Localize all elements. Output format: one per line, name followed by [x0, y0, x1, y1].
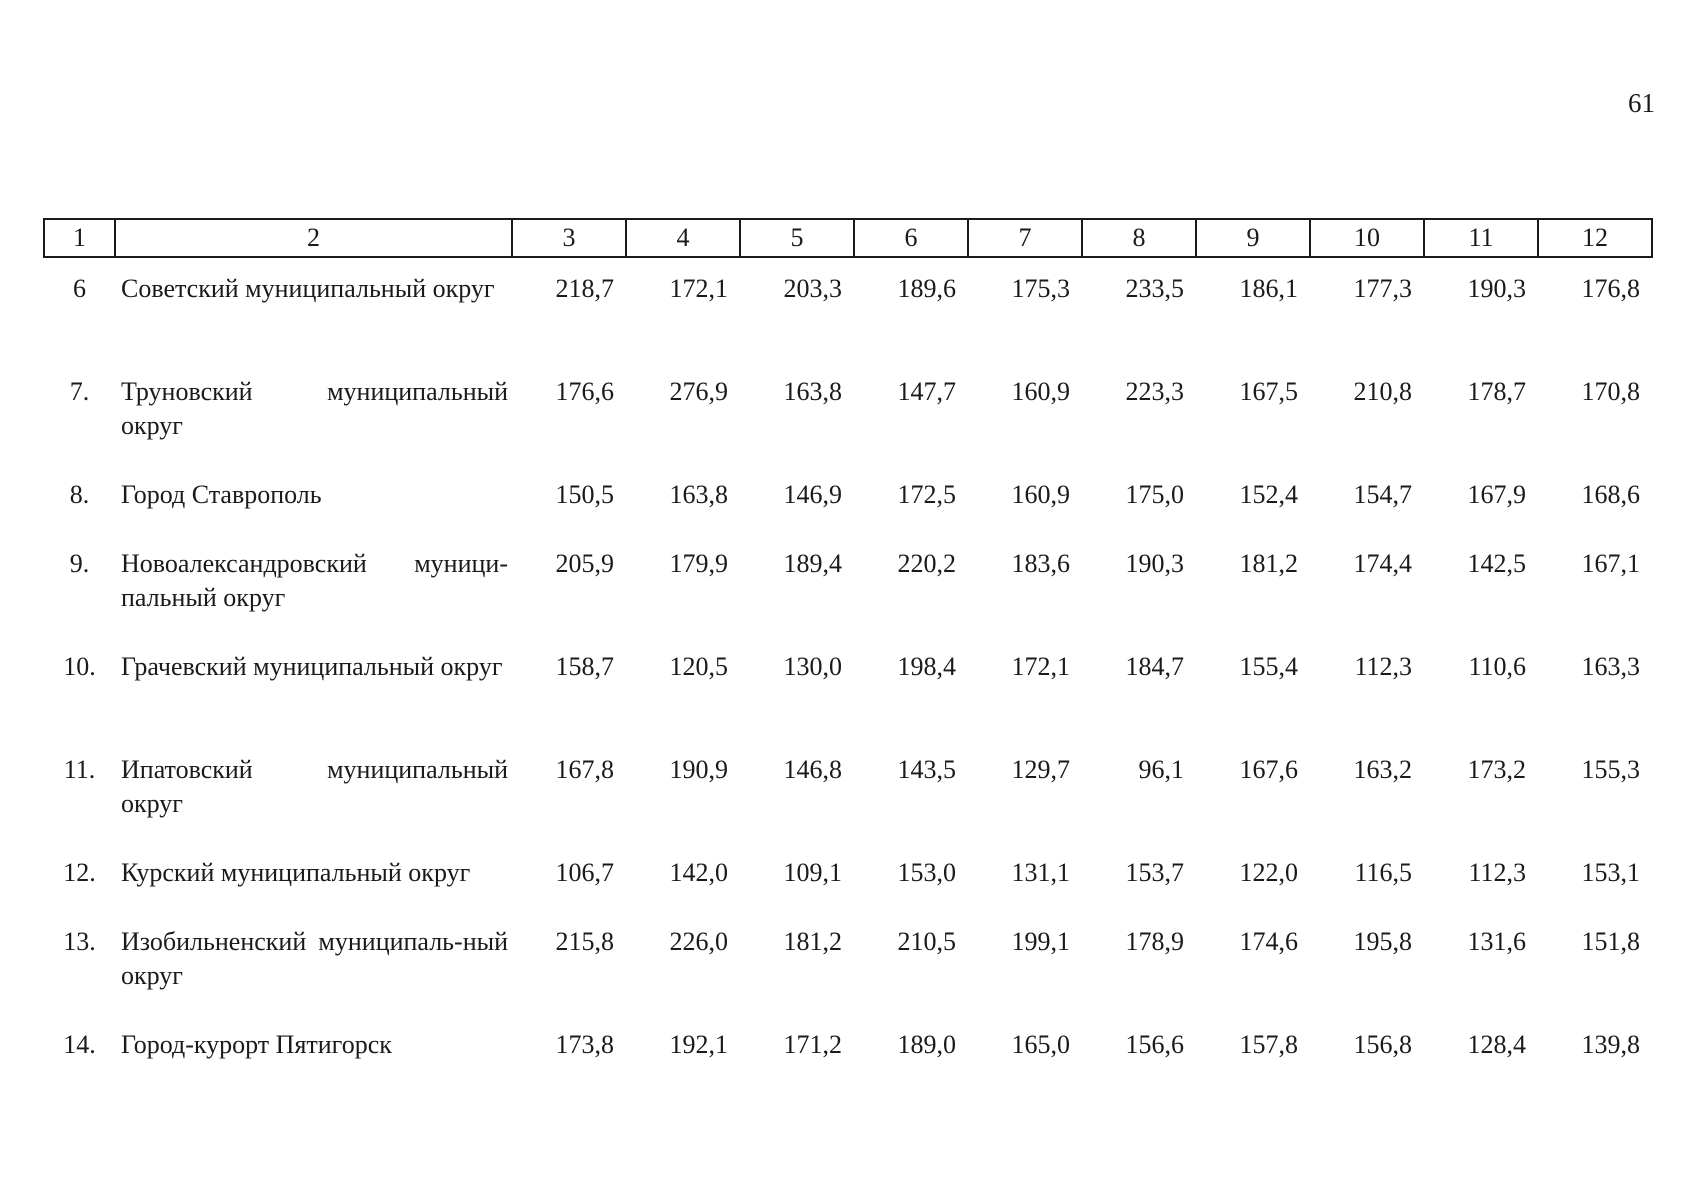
value-cell: 130,0 [783, 652, 842, 681]
value-cell: 183,6 [1011, 549, 1070, 578]
value-cell: 223,3 [1125, 377, 1184, 406]
value-cell: 181,2 [783, 927, 842, 956]
value-cell: 181,2 [1239, 549, 1298, 578]
value-cell: 178,9 [1125, 927, 1184, 956]
page-number: 61 [1628, 88, 1655, 118]
table-row [44, 547, 1652, 650]
value-cell: 190,3 [1125, 549, 1184, 578]
value-cell: 179,9 [669, 549, 728, 578]
municipality-name: Ипатовский муниципальный округ [121, 755, 508, 818]
value-cell: 116,5 [1354, 858, 1412, 887]
value-cell: 190,3 [1467, 274, 1526, 303]
municipality-name: Новоалександровский муници-пальный округ [121, 549, 508, 612]
value-cell: 170,8 [1581, 377, 1640, 406]
value-cell: 198,4 [897, 652, 956, 681]
row-number: 10. [63, 652, 96, 681]
value-cell: 184,7 [1125, 652, 1184, 681]
value-cell: 168,6 [1581, 480, 1640, 509]
value-cell: 110,6 [1468, 652, 1526, 681]
value-cell: 156,8 [1353, 1030, 1412, 1059]
header-row [44, 219, 1652, 257]
table-row [44, 753, 1652, 856]
table-row [44, 257, 1652, 375]
column-header: 2 [115, 219, 512, 257]
value-cell: 167,6 [1239, 755, 1298, 784]
value-cell: 160,9 [1011, 480, 1070, 509]
row-number: 6 [73, 274, 86, 303]
table-row [44, 650, 1652, 753]
value-cell: 215,8 [555, 927, 614, 956]
value-cell: 96,1 [1138, 755, 1184, 784]
data-table [43, 218, 1653, 1097]
value-cell: 167,1 [1581, 549, 1640, 578]
municipality-name: Изобильненский муниципаль-ный округ [121, 927, 508, 990]
municipality-name: Курский муниципальный округ [121, 858, 471, 887]
value-cell: 142,5 [1467, 549, 1526, 578]
table-header [44, 219, 1652, 257]
value-cell: 173,8 [555, 1030, 614, 1059]
value-cell: 160,9 [1011, 377, 1070, 406]
value-cell: 199,1 [1011, 927, 1070, 956]
value-cell: 139,8 [1581, 1030, 1640, 1059]
row-number: 9. [69, 549, 90, 578]
value-cell: 112,3 [1468, 858, 1526, 887]
value-cell: 157,8 [1239, 1030, 1298, 1059]
value-cell: 112,3 [1354, 652, 1412, 681]
row-number: 14. [63, 1030, 96, 1059]
column-header: 4 [626, 219, 740, 257]
value-cell: 176,8 [1581, 274, 1640, 303]
value-cell: 120,5 [669, 652, 728, 681]
table-row [44, 856, 1652, 925]
value-cell: 158,7 [555, 652, 614, 681]
value-cell: 152,4 [1239, 480, 1298, 509]
column-header: 11 [1424, 219, 1538, 257]
value-cell: 163,8 [783, 377, 842, 406]
value-cell: 109,1 [783, 858, 842, 887]
value-cell: 195,8 [1353, 927, 1412, 956]
table-row [44, 925, 1652, 1028]
value-cell: 203,3 [783, 274, 842, 303]
value-cell: 171,2 [783, 1030, 842, 1059]
value-cell: 210,8 [1353, 377, 1412, 406]
table-row [44, 478, 1652, 547]
value-cell: 189,6 [897, 274, 956, 303]
value-cell: 189,0 [897, 1030, 956, 1059]
table-body [44, 257, 1652, 1097]
value-cell: 155,4 [1239, 652, 1298, 681]
value-cell: 131,6 [1467, 927, 1526, 956]
value-cell: 146,9 [783, 480, 842, 509]
value-cell: 143,5 [897, 755, 956, 784]
column-header: 12 [1538, 219, 1652, 257]
value-cell: 163,8 [669, 480, 728, 509]
value-cell: 156,6 [1125, 1030, 1184, 1059]
value-cell: 128,4 [1467, 1030, 1526, 1059]
table-row [44, 1028, 1652, 1097]
value-cell: 174,4 [1353, 549, 1412, 578]
value-cell: 190,9 [669, 755, 728, 784]
column-header: 8 [1082, 219, 1196, 257]
value-cell: 146,8 [783, 755, 842, 784]
value-cell: 167,5 [1239, 377, 1298, 406]
value-cell: 176,6 [555, 377, 614, 406]
municipality-name: Советский муниципальный округ [121, 274, 495, 303]
value-cell: 189,4 [783, 549, 842, 578]
value-cell: 165,0 [1011, 1030, 1070, 1059]
value-cell: 153,7 [1125, 858, 1184, 887]
column-header: 5 [740, 219, 854, 257]
value-cell: 178,7 [1467, 377, 1526, 406]
value-cell: 172,1 [1011, 652, 1070, 681]
value-cell: 173,2 [1467, 755, 1526, 784]
value-cell: 172,5 [897, 480, 956, 509]
column-header: 1 [44, 219, 115, 257]
value-cell: 233,5 [1125, 274, 1184, 303]
value-cell: 167,9 [1467, 480, 1526, 509]
value-cell: 192,1 [669, 1030, 728, 1059]
municipality-name: Город-курорт Пятигорск [121, 1030, 392, 1059]
row-number: 8. [69, 480, 90, 509]
value-cell: 167,8 [555, 755, 614, 784]
value-cell: 153,0 [897, 858, 956, 887]
value-cell: 153,1 [1581, 858, 1640, 887]
municipality-name: Грачевский муниципальный округ [121, 652, 503, 681]
column-header: 3 [512, 219, 626, 257]
column-header: 9 [1196, 219, 1310, 257]
value-cell: 220,2 [897, 549, 956, 578]
table-row [44, 375, 1652, 478]
value-cell: 147,7 [897, 377, 956, 406]
value-cell: 175,0 [1125, 480, 1184, 509]
column-header: 7 [968, 219, 1082, 257]
value-cell: 142,0 [669, 858, 728, 887]
row-number: 7. [69, 377, 90, 406]
value-cell: 129,7 [1011, 755, 1070, 784]
value-cell: 163,3 [1581, 652, 1640, 681]
value-cell: 155,3 [1581, 755, 1640, 784]
value-cell: 177,3 [1353, 274, 1412, 303]
value-cell: 172,1 [669, 274, 728, 303]
value-cell: 276,9 [669, 377, 728, 406]
value-cell: 218,7 [555, 274, 614, 303]
row-number: 12. [63, 858, 96, 887]
value-cell: 151,8 [1581, 927, 1640, 956]
value-cell: 150,5 [555, 480, 614, 509]
value-cell: 163,2 [1353, 755, 1412, 784]
value-cell: 175,3 [1011, 274, 1070, 303]
municipality-name: Город Ставрополь [121, 480, 322, 509]
value-cell: 106,7 [555, 858, 614, 887]
row-number: 11. [63, 755, 96, 784]
value-cell: 226,0 [669, 927, 728, 956]
value-cell: 122,0 [1239, 858, 1298, 887]
value-cell: 186,1 [1239, 274, 1298, 303]
value-cell: 174,6 [1239, 927, 1298, 956]
value-cell: 205,9 [555, 549, 614, 578]
municipality-name: Труновский муниципальный округ [121, 377, 508, 440]
value-cell: 131,1 [1011, 858, 1070, 887]
row-number: 13. [63, 927, 96, 956]
column-header: 6 [854, 219, 968, 257]
value-cell: 210,5 [897, 927, 956, 956]
value-cell: 154,7 [1353, 480, 1412, 509]
column-header: 10 [1310, 219, 1424, 257]
